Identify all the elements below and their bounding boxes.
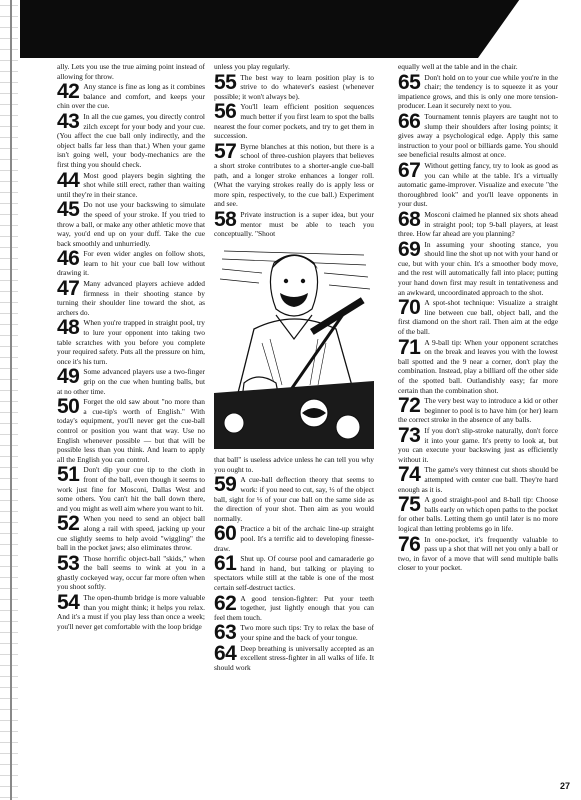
tip-47 xyxy=(57,279,205,317)
tip-text: If you don't slip-stroke naturally, don't force it into your game. It's pretty to look at, but you can execute your backswing just as efficiently without it. xyxy=(398,425,558,464)
tip-number: 67 xyxy=(398,160,421,182)
page-footer xyxy=(470,781,570,791)
tip-text: You'll learn efficient position sequences much better if you first learn to spot the balls nearest the four corner pockets, and try to get them in succession. xyxy=(214,102,374,141)
tip-number: 60 xyxy=(214,524,237,546)
tip-text: Some advanced players use a two-finger grip on the cue when hunting balls, but at no other time. xyxy=(57,367,205,396)
tip-46 xyxy=(57,249,205,278)
tip-text: Without getting fancy, try to look as good as you can while at the table. It's a virtually automatic game-improver. Visualize and execute "the thoroughbred look" and you'll leave opponents in your dust. xyxy=(398,160,558,209)
tip-number: 53 xyxy=(57,553,80,575)
tip-45 xyxy=(57,200,205,248)
tip-text: Any stance is fine as long as it combines balance and comfort, and keeps your chin over the cue. xyxy=(57,82,205,111)
tip-56 xyxy=(214,102,374,140)
tip-text: In assuming your shooting stance, you should line the shot up not with your hand or cue, but with your chin. It's a smoother body move, and the rest will automatically fall into place; putting your hand down first may result in tentativeness and an awkward, uncoordinated approach to the shot. xyxy=(398,239,558,297)
tip-42 xyxy=(57,82,205,111)
tip-text: The open-thumb bridge is more valuable than you might think; it helps you relax. And it's a must if you play less than once a week; you'll never get comfortable with the loop bridge xyxy=(57,593,205,631)
tip-number: 72 xyxy=(398,396,421,418)
tip-69 xyxy=(398,240,558,298)
tip-number: 65 xyxy=(398,72,421,94)
tip-61 xyxy=(214,554,374,592)
tip-text: The very best way to introduce a kid or other beginner to pool is to have him (or her) learn the correct stroke in the absence of any balls. xyxy=(398,396,558,425)
tip-52 xyxy=(57,514,205,552)
tip-text: Don't dip your cue tip to the cloth in front of the ball, even though it seems to work just fine for Mosconi, Dallas West and some others. You can't hit the ball down there, and you might as well aim where you want to hit. xyxy=(57,465,205,513)
tip-text: Those horrific object-ball "skids," when the ball seems to wink at you in a ghastly cockeyed way, occur far more often when you shoot softly. xyxy=(57,553,205,592)
tip-48 xyxy=(57,318,205,366)
tip-text: Two more such tips: Try to relax the base of your spine and the back of your tongue. xyxy=(240,623,374,642)
column-2-continuation: that ball" is useless advice unless he can tell you why you ought to. xyxy=(214,455,374,474)
tip-text: When you need to send an object ball along a rail with speed, jacking up your cue slightly seems to help avoid "wiggling" the ball in the pocket jaws; also eliminates throw. xyxy=(57,514,205,553)
column-3-tips xyxy=(398,73,558,573)
tip-number: 54 xyxy=(57,593,80,615)
tip-55 xyxy=(214,73,374,102)
tip-number: 63 xyxy=(214,623,237,643)
tip-number: 76 xyxy=(398,534,421,556)
page-binding-edge xyxy=(0,0,18,800)
tip-text: For even wider angles on follow shots, learn to hit your cue ball low without drawing it. xyxy=(57,249,205,278)
tip-number: 70 xyxy=(398,298,421,320)
tip-text: Practice a bit of the archaic line-up straight pool. It's a terrific aid to developing finesse-draw. xyxy=(214,524,374,553)
column-2-tips-top xyxy=(214,73,374,239)
tip-text: A good straight-pool and 8-ball tip: Choose balls early on which open paths to the pocket for other balls. Letting them go until later is no more logical than letting problems go in life. xyxy=(398,495,558,533)
tip-number: 69 xyxy=(398,239,421,261)
tip-50 xyxy=(57,397,205,464)
tip-text: The game's very thinnest cut shots should be attempted with center cue ball. They're hard enough as it is. xyxy=(398,465,558,494)
tip-62 xyxy=(214,594,374,623)
column-2-tips-bottom xyxy=(214,475,374,672)
tip-text: Don't hold on to your cue while you're in the chair; the tendency is to squeeze it as your impatience grows, and this is only one more tension-producer. Lean it securely next to you. xyxy=(398,72,558,111)
tip-43 xyxy=(57,112,205,170)
tip-number: 68 xyxy=(398,209,421,231)
tip-number: 48 xyxy=(57,318,80,340)
header-band xyxy=(0,0,581,56)
tip-number: 75 xyxy=(398,495,421,517)
tip-49 xyxy=(57,367,205,396)
tip-53 xyxy=(57,554,205,592)
tip-text: Shut up. Of course pool and camaraderie go hand in hand, but talking or playing to spectators while still at the table is one of the most certain self-destruct tactics. xyxy=(214,554,374,592)
tip-text: Byrne blanches at this notion, but there is a school of three-cushion players that believes a short stroke contributes to a shorter-angle cue-ball path, and a longer stroke enhances a longer roll. (What the varying strokes really do is apply less or more spin, respectively, to the cue ball.) Experiment and see. xyxy=(214,141,374,209)
tip-60 xyxy=(214,524,374,553)
column-1 xyxy=(57,62,205,632)
tip-number: 71 xyxy=(398,337,421,359)
tip-text: Do not use your backswing to simulate the speed of your stroke. If you tried to throw a ball, or make any other athletic move that way, you'd end up on your duff. Take the cue back smoothly and unhurriedly. xyxy=(57,200,205,248)
tip-number: 43 xyxy=(57,111,80,133)
tip-number: 46 xyxy=(57,249,80,271)
tip-66 xyxy=(398,112,558,160)
column-3-intro: equally well at the table and in the chair. xyxy=(398,62,518,71)
tip-64 xyxy=(214,644,374,673)
tip-text: A cue-ball deflection theory that seems to work: if you need to cut, say, ⅓ of the object ball, sight for ⅓ of your cue ball on the same side as the direction of your shot. Then aim as you would normally. xyxy=(214,475,374,523)
column-2 xyxy=(214,62,374,673)
tip-59 xyxy=(214,475,374,523)
tip-number: 51 xyxy=(57,465,80,487)
tip-number: 62 xyxy=(214,593,237,615)
tip-74 xyxy=(398,465,558,494)
tip-number: 56 xyxy=(214,102,237,124)
tip-text: A 9-ball tip: When your opponent scratches on the break and leaves you with the lowest ball spotted and the 9 near a corner, don't play the combination. Instead, play a billiard off the other side of the spotted ball. Outlandishly easy; far more certain than the combination shot. xyxy=(398,337,558,395)
tip-70 xyxy=(398,298,558,336)
tip-text: Mosconi claimed he planned six shots ahead in straight pool; top 9-ball players, at least three. How far ahead are you planning? xyxy=(398,209,558,239)
tip-65 xyxy=(398,73,558,111)
tip-text: A good tension-fighter: Put your teeth together, just lightly enough that you can feel them touch. xyxy=(214,593,374,622)
tip-58 xyxy=(214,210,374,239)
tip-75 xyxy=(398,495,558,533)
column-1-intro: ally. Lets you use the true aiming point instead of allowing for throw. xyxy=(57,62,205,81)
tip-number: 57 xyxy=(214,141,237,163)
tip-text: When you're trapped in straight pool, try to lure your opponent into taking two table scratches with you before you complete your required safety. Puts all the pressure on him, once it's his turn. xyxy=(57,318,205,366)
column-2-intro: unless you play regularly. xyxy=(214,62,290,71)
tip-67 xyxy=(398,161,558,209)
tip-number: 50 xyxy=(57,397,80,419)
tip-text: Deep breathing is universally accepted as an excellent stress-fighter in all walks of life. It should work xyxy=(214,643,374,672)
tip-44 xyxy=(57,171,205,200)
tip-text: Forget the old saw about "no more than a cue-tip's worth of English." With today's equipment, you'll never get the cue-ball control or position you want that way. Use no English whenever possible — but that will be possible less than you think. And learn to apply all the English you can control. xyxy=(57,397,205,464)
tip-number: 58 xyxy=(214,209,237,231)
tip-73 xyxy=(398,426,558,464)
tip-72 xyxy=(398,396,558,425)
tip-text: In all the cue games, you directly control zilch except for your body and your cue. (You affect the cue ball only indirectly, and the object balls far less than that.) When your game isn't going well, your body-mechanics are the first thing you should check. xyxy=(57,111,205,169)
tip-number: 52 xyxy=(57,514,80,536)
billiard-player-illustration xyxy=(214,243,374,449)
tip-54 xyxy=(57,593,205,631)
tip-57 xyxy=(214,142,374,209)
tip-number: 64 xyxy=(214,643,237,665)
page-number: 27 xyxy=(559,781,570,791)
tip-number: 59 xyxy=(214,475,237,497)
tip-text: Tournament tennis players are taught not to slump their shoulders after losing points; it gives away a psychological edge. Apply this same instruction to your pool or billiards game. You should see beneficial results almost at once. xyxy=(398,111,558,160)
tip-68 xyxy=(398,210,558,239)
tip-number: 45 xyxy=(57,200,80,222)
tip-number: 55 xyxy=(214,72,237,94)
tip-text: A spot-shot technique: Visualize a straight line between cue ball, object ball, and the first diamond on the short rail. Then aim at the edge of the ball. xyxy=(398,298,558,337)
tip-76 xyxy=(398,535,558,573)
tip-51 xyxy=(57,465,205,513)
tip-number: 73 xyxy=(398,425,421,447)
tip-71 xyxy=(398,338,558,396)
tip-text: In one-pocket, it's frequently valuable to pass up a shot that will net you only a ball or two, in favor of a move that will send multiple balls closer to your pocket. xyxy=(398,534,558,573)
tip-number: 66 xyxy=(398,111,421,133)
tip-number: 42 xyxy=(57,82,80,104)
tip-number: 49 xyxy=(57,367,80,389)
tip-number: 74 xyxy=(398,465,421,487)
tip-number: 61 xyxy=(214,554,237,576)
tip-text: Many advanced players achieve added firmness in their shooting stance by turning their shoulder line toward the shot, as archers do. xyxy=(57,279,205,317)
tip-text: Most good players begin sighting the shot while still erect, rather than waiting until they're in their stance. xyxy=(57,170,205,199)
tip-number: 47 xyxy=(57,279,80,301)
column-1-tips xyxy=(57,82,205,631)
tip-text: The best way to learn position play is to strive to do whatever's easiest (whenever possible; it won't always be). xyxy=(214,72,374,101)
tip-text: Private instruction is a super idea, but your mentor must be able to teach you conceptually. "Shoot xyxy=(214,209,374,239)
column-3 xyxy=(398,62,558,574)
tip-63 xyxy=(214,623,374,642)
tip-number: 44 xyxy=(57,170,80,192)
